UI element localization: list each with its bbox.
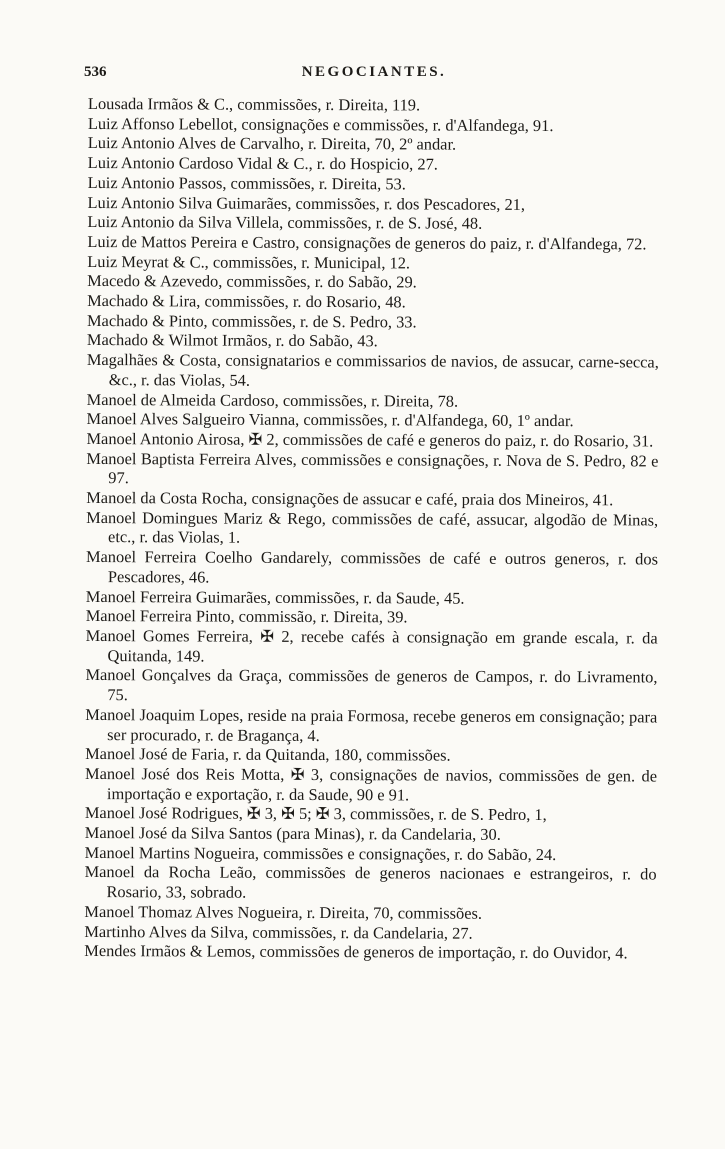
directory-entry: Manoel da Costa Rocha, consignações de assucar e café, praia dos Mineiros, 41. [86,488,614,510]
directory-entry: Luiz Meyrat & C., commissões, r. Municipal, 12. [87,251,411,273]
directory-entry: Manoel José Rodrigues, ✠ 3, ✠ 5; ✠ 3, commissões, r. de S. Pedro, 1, [84,803,547,825]
directory-entry: Luiz Antonio Alves de Carvalho, r. Direita, 70, 2º andar. [87,133,457,155]
page-header [84,64,664,86]
directory-entry: Machado & Lira, commissões, r. do Rosario, 48. [87,291,406,312]
directory-entry: Manoel José dos Reis Motta, ✠ 3, consignações de navios, commissões de gen. de importação e exportação, r. da Saude, 90 e 91. [84,763,658,805]
directory-entry: Magalhães & Costa, consignatarios e commissarios de navios, de assucar, carne-secca, &c., r. das Violas, 54. [86,350,659,390]
directory-entry: Manoel José da Silva Santos (para Minas), r. da Candelaria, 30. [84,823,501,844]
running-title: NEGOCIANTES. [301,64,447,80]
directory-entry: Manoel Thomaz Alves Nogueira, r. Direita, 70, commissões. [84,901,483,923]
page-number: 536 [84,64,107,80]
directory-entry: Manoel Baptista Ferreira Alves, commissões e consignações, r. Nova de S. Pedro, 82 e 97. [86,448,659,488]
directory-entry: Manoel Joaquim Lopes, reside na praia Formosa, recebe generos em consignação; para ser procurado, r. de Bragança, 4. [85,704,658,745]
directory-entry: Manoel Antonio Airosa, ✠ 2, commissões de café e generos do paiz, r. do Rosario, 31. [86,428,654,451]
directory-entry: Machado & Pinto, commissões, r. de S. Pedro, 33. [86,310,417,332]
directory-entry: Luiz de Mattos Pereira e Castro, consignações de generos do paiz, r. d'Alfandega, 72. [87,231,647,254]
directory-entry: Manoel Alves Salgueiro Vianna, commissões, r. d'Alfandega, 60, 1º andar. [86,409,574,431]
directory-entry: Luiz Antonio Silva Guimarães, commissões, r. dos Pescadores, 21, [87,192,526,214]
directory-entry: Luiz Affonso Lebellot, consignações e commissões, r. d'Alfandega, 91. [87,113,554,135]
directory-entry: Manoel José de Faria, r. da Quitanda, 180, commissões. [85,744,451,765]
directory-entry: Manoel Gonçalves da Graça, commissões de generos de Campos, r. do Livramento, 75. [85,665,658,705]
directory-entry: Machado & Wilmot Irmãos, r. do Sabão, 43. [86,330,378,351]
directory-entry: Manoel Ferreira Pinto, commissão, r. Direita, 39. [85,606,408,627]
directory-entry: Manoel Ferreira Guimarães, commissões, r. da Saude, 45. [85,586,465,608]
directory-entry: Manoel Martins Nogueira, commissões e consignações, r. do Sabão, 24. [84,842,557,864]
directory-entry: Mendes Irmãos & Lemos, commissões de generos de importação, r. do Ouvidor, 4. [84,941,628,963]
directory-entry: Manoel de Almeida Cardoso, commissões, r. Direita, 78. [86,389,459,411]
directory-entry: Manoel Gomes Ferreira, ✠ 2, recebe cafés à consignação em grande escala, r. da Quitanda, 149. [85,625,658,666]
directory-entry: Martinho Alves da Silva, commissões, r. da Candelaria, 27. [84,921,473,943]
directory-entry: Manoel da Rocha Leão, commissões de generos nacionaes e estrangeiros, r. do Rosario, 33, sobrado. [84,862,657,902]
directory-entry: Manoel Domingues Mariz & Rego, commissões de café, assucar, algodão de Minas, etc., r. das Violas, 1. [86,507,659,548]
merchant-directory-list [84,94,660,963]
directory-entry: Luiz Antonio Passos, commissões, r. Direita, 53. [87,172,406,194]
directory-entry: Macedo & Azevedo, commissões, r. do Sabão, 29. [87,271,417,292]
directory-entry: Luiz Antonio da Silva Villela, commissões, r. de S. José, 48. [87,212,483,233]
directory-entry: Manoel Ferreira Coelho Gandarely, commissões de café e outros generos, r. dos Pescadores, 46. [85,547,659,587]
directory-entry: Lousada Irmãos & C., commissões, r. Direita, 119. [87,94,421,115]
directory-entry: Luiz Antonio Cardoso Vidal & C., r. do Hospicio, 27. [87,153,438,174]
